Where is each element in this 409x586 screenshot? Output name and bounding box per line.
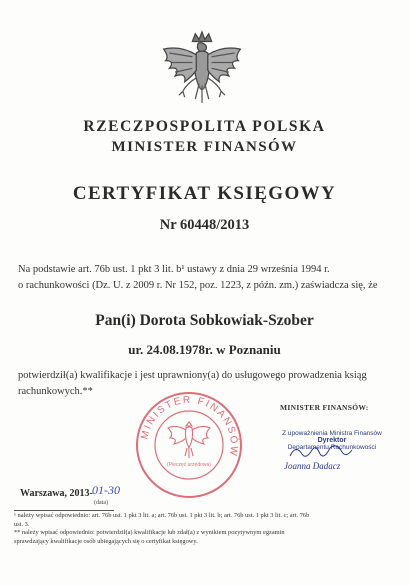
footnote-divider xyxy=(14,510,114,511)
stamp-eagle-icon xyxy=(168,422,210,458)
legal-basis-line-2: o rachunkowości (Dz. U. z 2009 r. Nr 152, poz. 1223, z późn. zm.) zaświadcza się, że xyxy=(18,280,378,291)
certificate-number: Nr 60448/2013 xyxy=(159,217,250,233)
signature-authorization: Z upoważnienia Ministra Finansów xyxy=(282,430,382,437)
footnote-2-line-2: sprawdzający kwalifikacje osób ubiegających się o certyfikat księgowy. xyxy=(14,537,198,545)
footnote-1-line-2: ust. 3. xyxy=(14,520,30,528)
polish-eagle-emblem xyxy=(154,28,250,124)
certificate-title: CERTYFIKAT KSIĘGOWY xyxy=(72,183,337,204)
ministry-heading: MINISTER FINANSÓW xyxy=(111,139,298,155)
legal-basis-paragraph xyxy=(18,262,396,294)
confirmation-line-1: potwierdził(a) kwalifikacje i jest uprawniony(a) do usługowego prowadzenia ksiąg xyxy=(18,370,367,381)
legal-basis-line-1: Na podstawie art. 76b ust. 1 pkt 3 lit. b¹ ustawy z dnia 29 września 1994 r. xyxy=(18,264,330,275)
holder-birth: ur. 24.08.1978r. w Poznaniu xyxy=(128,342,281,357)
stamp-ring-text: MINISTER FINANSÓW xyxy=(139,394,240,459)
confirmation-line-2: rachunkowych.** xyxy=(18,386,93,397)
signature-role: Dyrektor xyxy=(317,437,347,444)
holder-name: Pan(i) Dorota Sobkowiak-Szober xyxy=(95,312,314,329)
footnote-2-line-1: ** należy wpisać odpowiednio: potwierdził(a) kwalifikacje lub zdał(a) z wynikiem pozytywnym egzamin xyxy=(14,529,285,537)
handwritten-signature xyxy=(286,440,356,462)
signature-title: MINISTER FINANSÓW: xyxy=(280,403,369,412)
official-stamp xyxy=(134,390,244,500)
stamp-inner-label: (Pieczęć urzędowa) xyxy=(167,462,211,468)
footnote-1-line-1: ¹ należy wpisać odpowiednio: art. 76b ust. 1 pkt 3 lit. a; art. 76b ust. 1 pkt 3 lit. b; art. 76b ust. 1 pkt 3 lit. c; art. 76b xyxy=(14,512,310,519)
republic-heading: RZECZPOSPOLITA POLSKA xyxy=(83,118,326,135)
signatory-name: Joanna Dadacz xyxy=(284,461,341,471)
issue-place-date: Warszawa, 2013- xyxy=(20,488,93,499)
footnotes xyxy=(14,512,399,546)
issue-date-handwritten: 01-30 xyxy=(92,483,120,497)
signature-department: Departamentu Rachunkowości xyxy=(287,444,377,451)
date-label: (data) xyxy=(94,500,108,506)
